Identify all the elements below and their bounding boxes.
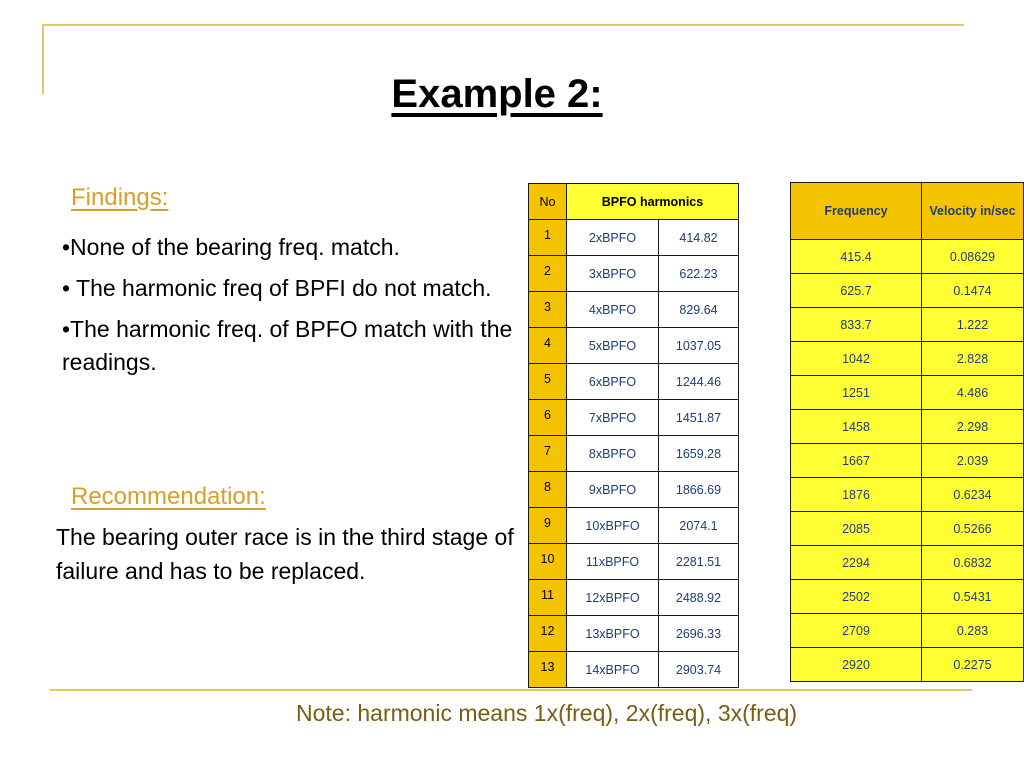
row-number: 12 bbox=[529, 616, 567, 652]
harmonic-label: 8xBPFO bbox=[567, 436, 659, 472]
column-header-velocity: Velocity in/sec bbox=[922, 183, 1024, 240]
velocity-cell: 0.6234 bbox=[922, 478, 1024, 512]
frequency-cell: 625.7 bbox=[791, 274, 922, 308]
velocity-cell: 4.486 bbox=[922, 376, 1024, 410]
table-row bbox=[529, 544, 739, 580]
velocity-cell: 2.828 bbox=[922, 342, 1024, 376]
bpfo-harmonics-table bbox=[528, 183, 739, 688]
table-header-row bbox=[529, 184, 739, 220]
row-number: 3 bbox=[529, 292, 567, 328]
table-row bbox=[791, 240, 1024, 274]
table-row bbox=[529, 220, 739, 256]
findings-item: •The harmonic freq. of BPFO match with the readings. bbox=[62, 316, 513, 375]
findings-item: •None of the bearing freq. match. bbox=[62, 234, 400, 260]
table-row bbox=[529, 256, 739, 292]
row-number: 11 bbox=[529, 580, 567, 616]
frequency-cell: 2294 bbox=[791, 546, 922, 580]
table-row bbox=[529, 616, 739, 652]
row-number: 8 bbox=[529, 472, 567, 508]
row-number: 13 bbox=[529, 652, 567, 688]
table-row bbox=[791, 478, 1024, 512]
harmonic-label: 7xBPFO bbox=[567, 400, 659, 436]
harmonic-label: 10xBPFO bbox=[567, 508, 659, 544]
table-row bbox=[791, 376, 1024, 410]
velocity-cell: 0.283 bbox=[922, 614, 1024, 648]
harmonic-label: 2xBPFO bbox=[567, 220, 659, 256]
velocity-cell: 0.5266 bbox=[922, 512, 1024, 546]
findings-heading: Findings: bbox=[71, 184, 169, 211]
harmonic-value: 2903.74 bbox=[659, 652, 739, 688]
velocity-cell: 0.08629 bbox=[922, 240, 1024, 274]
harmonic-value: 1451.87 bbox=[659, 400, 739, 436]
table-row bbox=[529, 580, 739, 616]
column-header-frequency: Frequency bbox=[791, 183, 922, 240]
row-number: 5 bbox=[529, 364, 567, 400]
findings-item: • The harmonic freq of BPFI do not match. bbox=[62, 275, 492, 301]
column-header-bpfo-harmonics: BPFO harmonics bbox=[567, 184, 739, 220]
harmonic-value: 2696.33 bbox=[659, 616, 739, 652]
harmonic-label: 6xBPFO bbox=[567, 364, 659, 400]
table-row bbox=[529, 472, 739, 508]
frequency-cell: 1458 bbox=[791, 410, 922, 444]
frequency-cell: 1876 bbox=[791, 478, 922, 512]
decorative-top-rule bbox=[42, 24, 964, 26]
harmonic-label: 3xBPFO bbox=[567, 256, 659, 292]
table-row bbox=[791, 342, 1024, 376]
table-row bbox=[791, 410, 1024, 444]
frequency-cell: 2709 bbox=[791, 614, 922, 648]
frequency-cell: 415.4 bbox=[791, 240, 922, 274]
frequency-cell: 1251 bbox=[791, 376, 922, 410]
harmonic-label: 5xBPFO bbox=[567, 328, 659, 364]
table-row bbox=[791, 614, 1024, 648]
harmonic-value: 1659.28 bbox=[659, 436, 739, 472]
harmonic-value: 622.23 bbox=[659, 256, 739, 292]
row-number: 10 bbox=[529, 544, 567, 580]
frequency-cell: 2085 bbox=[791, 512, 922, 546]
harmonic-value: 1037.05 bbox=[659, 328, 739, 364]
recommendation-text: The bearing outer race is in the third stage of failure and has to be replaced. bbox=[56, 524, 514, 584]
harmonic-label: 4xBPFO bbox=[567, 292, 659, 328]
frequency-cell: 1667 bbox=[791, 444, 922, 478]
harmonic-label: 12xBPFO bbox=[567, 580, 659, 616]
harmonic-value: 414.82 bbox=[659, 220, 739, 256]
harmonic-label: 14xBPFO bbox=[567, 652, 659, 688]
frequency-cell: 2502 bbox=[791, 580, 922, 614]
table-row bbox=[529, 292, 739, 328]
harmonic-value: 2074.1 bbox=[659, 508, 739, 544]
table-row bbox=[529, 436, 739, 472]
table-row bbox=[791, 308, 1024, 342]
column-header-no: No bbox=[529, 184, 567, 220]
harmonic-value: 829.64 bbox=[659, 292, 739, 328]
velocity-cell: 0.6832 bbox=[922, 546, 1024, 580]
table-row bbox=[791, 648, 1024, 682]
row-number: 7 bbox=[529, 436, 567, 472]
table-row bbox=[791, 512, 1024, 546]
harmonic-label: 9xBPFO bbox=[567, 472, 659, 508]
velocity-cell: 2.298 bbox=[922, 410, 1024, 444]
frequency-velocity-table bbox=[790, 182, 1024, 682]
table-row bbox=[791, 444, 1024, 478]
velocity-cell: 0.1474 bbox=[922, 274, 1024, 308]
table-header-row bbox=[791, 183, 1024, 240]
frequency-cell: 1042 bbox=[791, 342, 922, 376]
row-number: 1 bbox=[529, 220, 567, 256]
harmonic-label: 13xBPFO bbox=[567, 616, 659, 652]
row-number: 2 bbox=[529, 256, 567, 292]
slide-title: Example 2: bbox=[391, 72, 603, 116]
frequency-cell: 833.7 bbox=[791, 308, 922, 342]
row-number: 9 bbox=[529, 508, 567, 544]
velocity-cell: 0.2275 bbox=[922, 648, 1024, 682]
harmonic-value: 2281.51 bbox=[659, 544, 739, 580]
findings-list bbox=[62, 231, 520, 387]
velocity-cell: 0.5431 bbox=[922, 580, 1024, 614]
velocity-cell: 1.222 bbox=[922, 308, 1024, 342]
table-row bbox=[529, 400, 739, 436]
table-row bbox=[791, 274, 1024, 308]
harmonic-value: 1866.69 bbox=[659, 472, 739, 508]
recommendation-heading: Recommendation: bbox=[71, 483, 266, 510]
table-row bbox=[529, 652, 739, 688]
frequency-cell: 2920 bbox=[791, 648, 922, 682]
table-row bbox=[529, 328, 739, 364]
decorative-bottom-rule bbox=[50, 689, 972, 691]
harmonic-note: Note: harmonic means 1x(freq), 2x(freq), 3x(freq) bbox=[296, 700, 798, 726]
row-number: 6 bbox=[529, 400, 567, 436]
table-row bbox=[529, 508, 739, 544]
table-row bbox=[791, 580, 1024, 614]
row-number: 4 bbox=[529, 328, 567, 364]
harmonic-value: 1244.46 bbox=[659, 364, 739, 400]
harmonic-value: 2488.92 bbox=[659, 580, 739, 616]
velocity-cell: 2.039 bbox=[922, 444, 1024, 478]
table-row bbox=[791, 546, 1024, 580]
harmonic-label: 11xBPFO bbox=[567, 544, 659, 580]
table-row bbox=[529, 364, 739, 400]
